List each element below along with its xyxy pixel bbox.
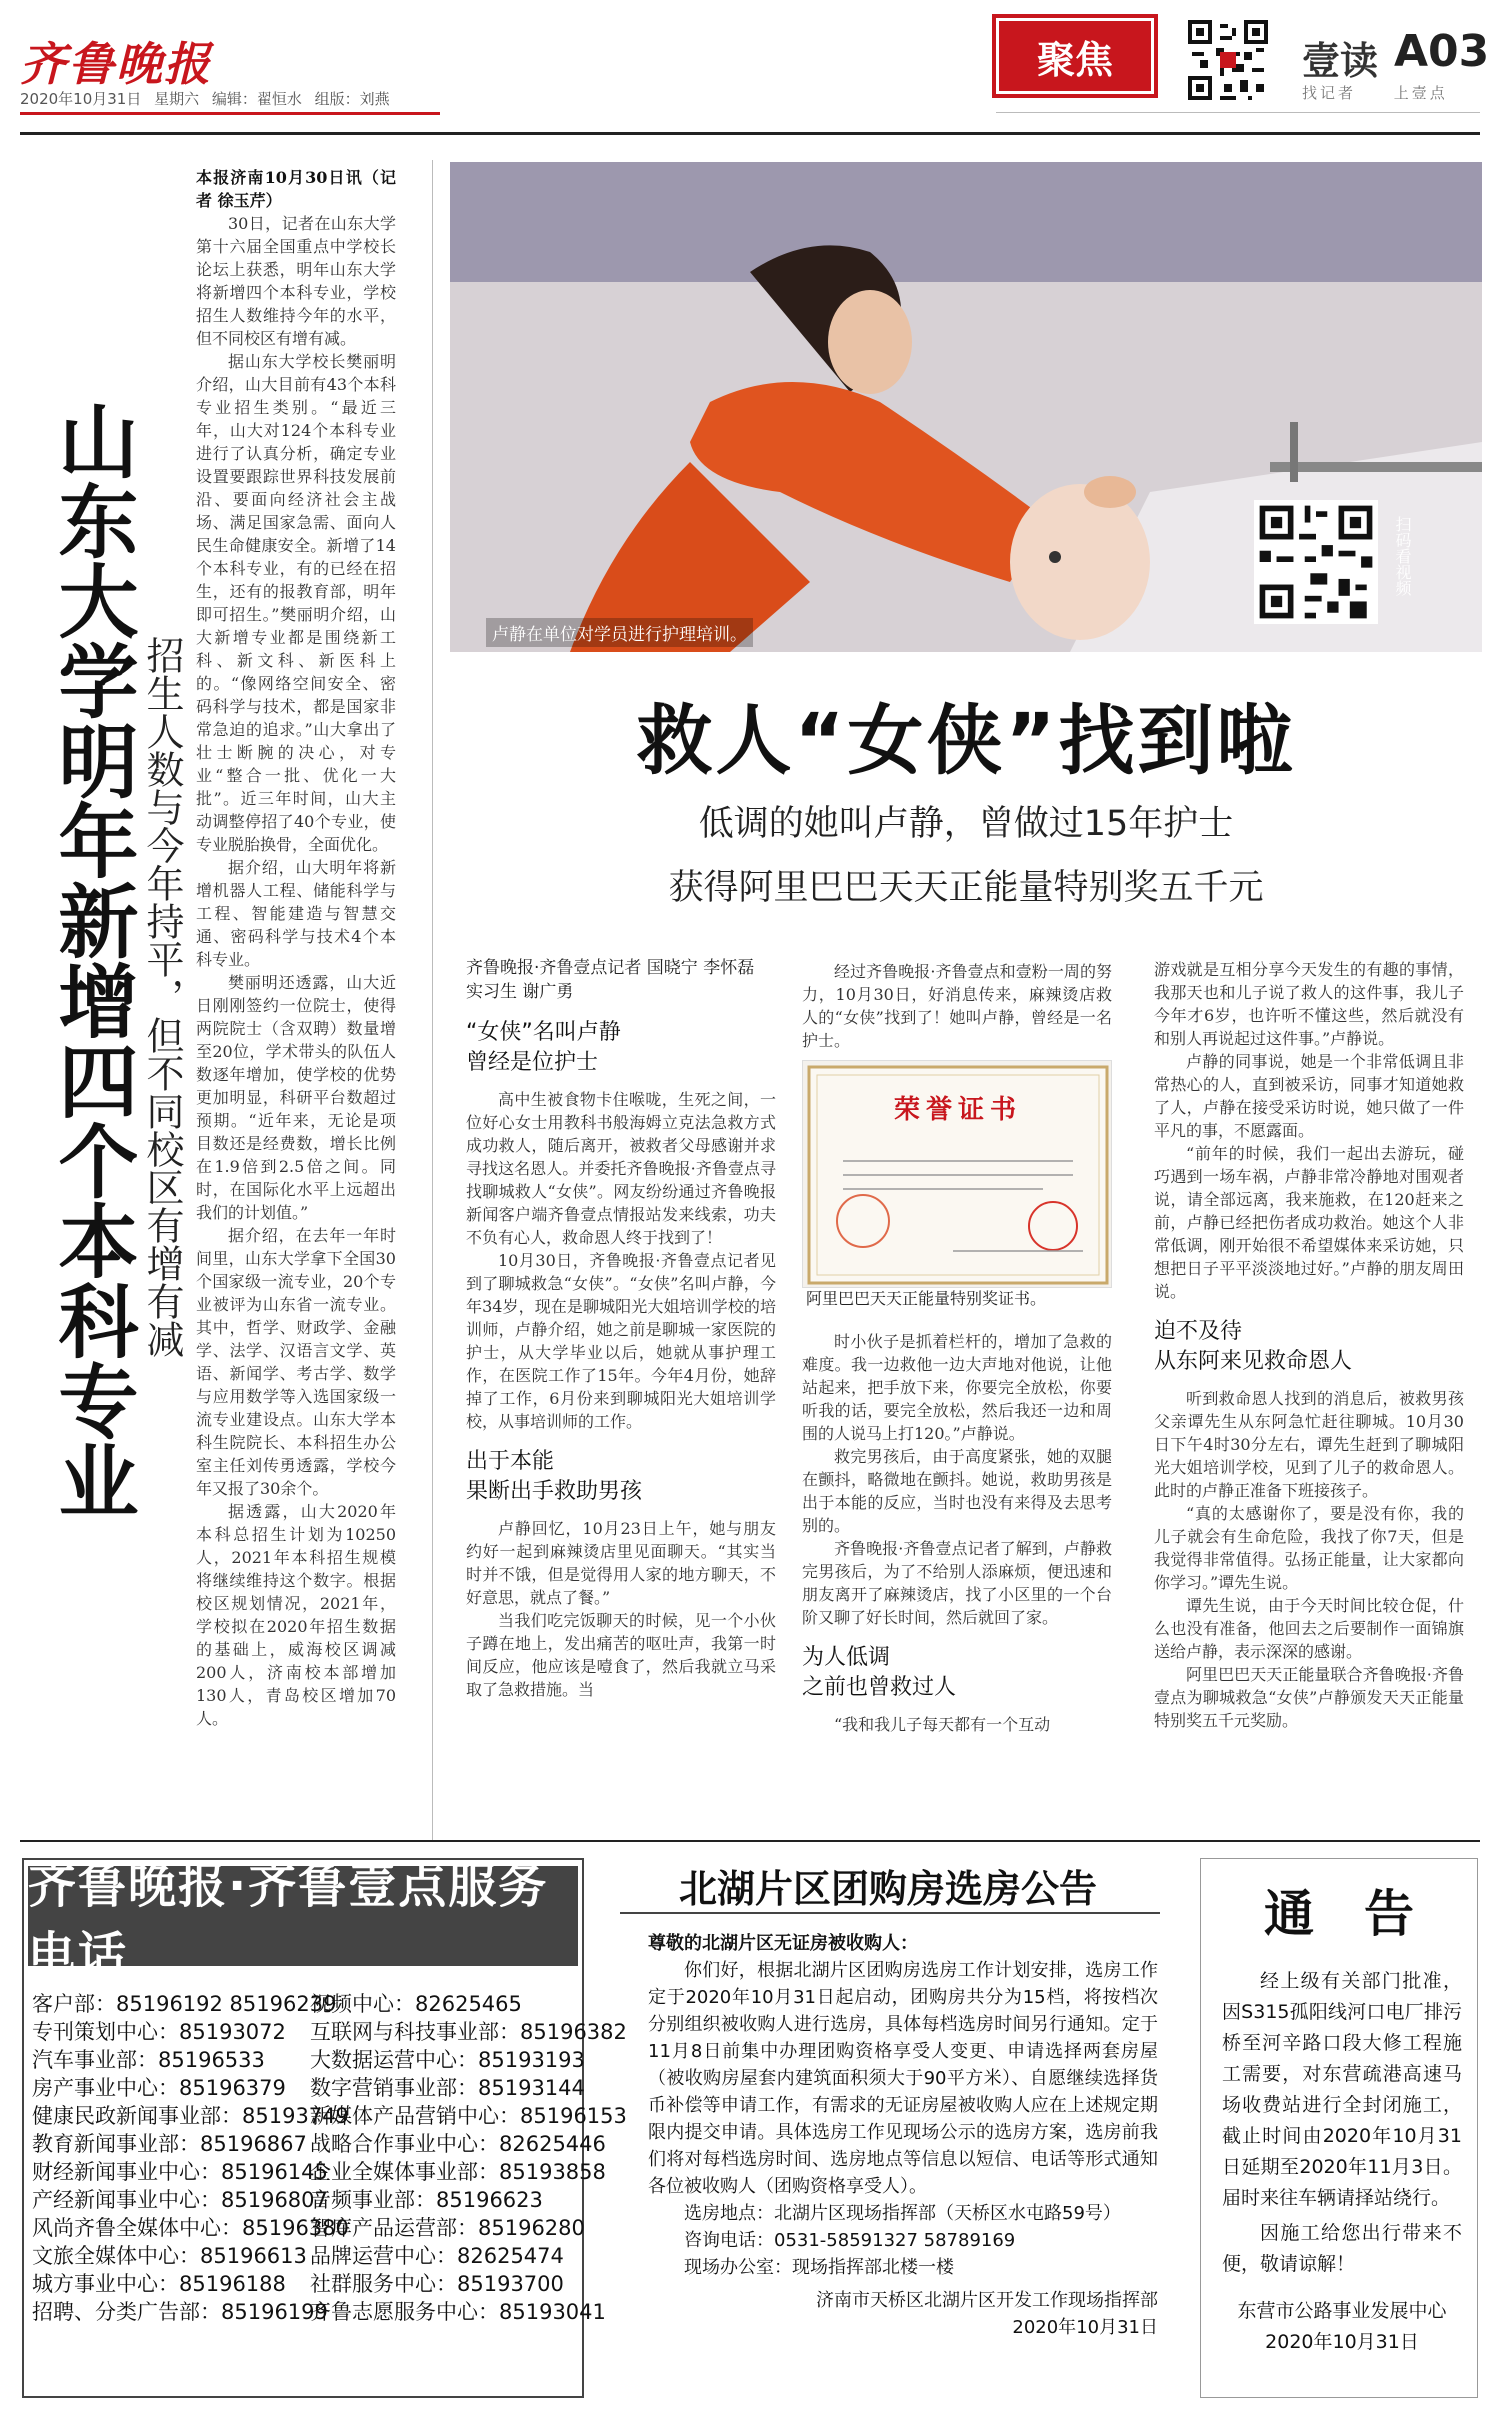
house-notice-title: 北湖片区团购房选房公告 <box>678 1867 1097 1911</box>
left-paragraph: 据介绍，山大明年将新增机器人工程、储能科学与工程、智能建造与智慧交通、密码科学与技术4个本科专业。 <box>196 858 396 969</box>
left-story-body <box>196 166 396 1730</box>
phone-entry: 招聘、分类广告部：85196199 <box>32 2300 328 2324</box>
ads-divider <box>20 1840 1480 1842</box>
phone-entry: 战略合作事业中心：82625446 <box>310 2132 606 2156</box>
story-column-1 <box>466 956 776 1701</box>
house-notice-contact: 咨询电话：0531-58591327 58789169 <box>684 2230 1016 2251</box>
section-slogan: 找记者 上壹点 <box>1302 84 1448 102</box>
story-paragraph: 阿里巴巴天天正能量联合齐鲁晚报·齐鲁壹点为聊城救急“女侠”卢静颁发天天正能量特别奖五千元奖励。 <box>1154 1665 1464 1730</box>
story-paragraph: 救完男孩后，由于高度紧张，她的双腿在颤抖，略微地在颤抖。她说，救助男孩是出于本能的反应，当时也没有来得及去思考别的。 <box>802 1447 1112 1535</box>
story-paragraph: 卢静回忆，10月23日上午，她与朋友约好一起到麻辣烫店里见面聊天。“其实当时并不饿，但是觉得用人家的地方聊天，不好意思，就点了餐。” <box>466 1519 776 1607</box>
story-column-2-top <box>802 960 1112 1052</box>
hotline-ad-title: 齐鲁晚报·齐鲁壹点服务电话 <box>28 1866 578 1966</box>
left-story-subheadline: 招生人数与今年持平，但不同校区有增有减 <box>140 636 184 1358</box>
story-subhead: 迫不及待 从东阿来见救命恩人 <box>1154 1319 1353 1374</box>
story-paragraph: 谭先生说，由于今天时间比较仓促，什么也没有准备，他回去之后要制作一面锦旗送给卢静，表示深深的感谢。 <box>1154 1596 1464 1661</box>
phone-entry: 房产事业中心：85196379 <box>32 2076 286 2100</box>
house-notice-body <box>648 1930 1158 2341</box>
house-notice-contact: 现场办公室：现场指挥部北楼一楼 <box>684 2257 954 2278</box>
story-paragraph: 高中生被食物卡住喉咙，生死之间，一位好心女士用教科书般海姆立克法急救方式成功救人，随后离开，被救者父母感谢并求寻找这名恩人。并委托齐鲁晚报·齐鲁壹点寻找聊城救人“女侠”。网友纷纷通过齐鲁晚报新闻客户端齐鲁壹点情报站发来线索，功夫不负有心人，救命恩人终于找到了！ <box>466 1090 776 1247</box>
road-notice-signature: 东营市公路事业发展中心 <box>1237 2300 1447 2322</box>
phone-entry: 汽车事业部：85196533 <box>32 2048 265 2072</box>
phone-entry: 城方事业中心：85196188 <box>32 2272 286 2296</box>
story-subhead: “女侠”名叫卢静 曾经是位护士 <box>466 1020 621 1075</box>
story-paragraph: 齐鲁晚报·齐鲁壹点记者了解到，卢静救完男孩后，为了不给别人添麻烦，便迅速和朋友离开了麻辣烫店，找了小区里的一个台阶又聊了好长时间，然后就回了家。 <box>802 1539 1112 1627</box>
phone-entry: 数字营销事业部：85193144 <box>310 2076 585 2100</box>
hotline-list-right <box>310 1990 627 2326</box>
phone-entry: 齐鲁志愿服务中心：85193041 <box>310 2300 606 2324</box>
phone-entry: 教育新闻事业部：85196867 <box>32 2132 307 2156</box>
phone-entry: 音频事业部：85196623 <box>310 2188 543 2212</box>
left-paragraph: 据透露，山大2020年本科总招生计划为10250人，2021年本科招生规模将继续维持这个数字。根据校区规划情况，2021年，学校拟在2020年招生数据的基础上，威海校区调减200人，济南校本部增加130人，青岛校区增加70人。 <box>196 1502 396 1728</box>
story-paragraph: “我和我儿子每天都有一个互动 <box>834 1715 1051 1734</box>
house-notice-text: 你们好，根据北湖片区团购房选房工作计划安排，选房工作定于2020年10月31日起启动，团购房共分为15档，将按档次分别组织被收购人进行选房，具体每档选房时间另行通知。定于11月8日前集中办理团购资格享受人变更、申请选择两套房屋（被收购房屋套内建筑面积须大于90平方米）、自愿继续选择货币补偿等申请工作，有需求的无证房屋被收购人应在上述规定期限内提交申请。具体选房工作见现场公示的选房方案，选房前我们将对每档选房时间、选房地点等信息以短信、电话等形式通知各位被收购人（团购资格享受人）。 <box>648 1960 1158 2197</box>
story-subhead: 为人低调 之前也曾救过人 <box>802 1645 957 1700</box>
header-divider <box>20 132 1480 135</box>
qr-caption: 扫码看视频 <box>1393 516 1412 596</box>
masthead-logo: 齐鲁晚报 <box>20 37 212 91</box>
phone-entry: 财经新闻事业中心：85196145 <box>32 2160 328 2184</box>
phone-entry: 互联网与科技事业部：85196382 <box>310 2020 627 2044</box>
phone-entry: 产经新闻事业中心：85196807 <box>32 2188 328 2212</box>
main-story-title: 救人“女侠”找到啦 <box>636 696 1296 785</box>
road-notice-closing: 因施工给您出行带来不便，敬请谅解！ <box>1222 2222 1462 2275</box>
column-divider <box>432 160 433 1840</box>
left-story-lead: 本报济南10月30日讯（记者 徐玉芹） <box>196 168 396 210</box>
house-notice-salutation: 尊敬的北湖片区无证房被收购人： <box>648 1933 918 1954</box>
phone-entry: 社群服务中心：85193700 <box>310 2272 564 2296</box>
header-rule-left <box>20 112 440 115</box>
story-paragraph: 听到救命恩人找到的消息后，被救男孩父亲谭先生从东阿急忙赶往聊城。10月30日下午4时30分左右，谭先生赶到了聊城阳光大姐培训学校，见到了儿子的救命恩人。此时的卢静正准备下班接孩子。 <box>1154 1389 1464 1500</box>
story-paragraph: “前年的时候，我们一起出去游玩，碰巧遇到一场车祸，卢静非常冷静地对围观者说，请全部远离，我来施救，在120赶来之前，卢静已经把伤者成功救治。她这个人非常低调，刚开始很不希望媒体来采访她，只想把日子平平淡淡地过好。”卢静的朋友周田说。 <box>1154 1144 1464 1301</box>
phone-entry: 风尚齐鲁全媒体中心：85196380 <box>32 2216 349 2240</box>
road-notice-date: 2020年10月31日 <box>1265 2331 1419 2353</box>
qr-code-icon[interactable] <box>1184 16 1272 104</box>
story-paragraph: 当我们吃完饭聊天的时候，见一个小伙子蹲在地上，发出痛苦的呕吐声，我第一时间反应，他应该是噎食了，然后我就立马采取了急救措施。当 <box>466 1611 776 1699</box>
story-byline: 齐鲁晚报·齐鲁壹点记者 国晓宁 李怀磊 实习生 谢广勇 <box>466 958 755 1002</box>
story-paragraph: 游戏就是互相分享今天发生的有趣的事情，我那天也和儿子说了救人的这件事，我儿子今年才6岁，也许听不懂这些，然后就没有和别人再说起过这件事。”卢静说。 <box>1154 960 1464 1048</box>
story-paragraph: 10月30日，齐鲁晚报·齐鲁壹点记者见到了聊城救急“女侠”。“女侠”名叫卢静，今年34岁，现在是聊城阳光大姐培训学校的培训师，卢静介绍，她之前是聊城一家医院的护士，从大学毕业以后，她就从事护理工作，在医院工作了15年。今年4月份，她辞掉了工作，6月份来到聊城阳光大姐培训学校，从事培训师的工作。 <box>466 1251 776 1431</box>
phone-entry: 客户部：85196192 85196239 <box>32 1992 337 2016</box>
hotline-list-left <box>32 1990 349 2326</box>
phone-entry: 企业全媒体事业部：85193858 <box>310 2160 606 2184</box>
left-paragraph: 30日，记者在山东大学第十六届全国重点中学校长论坛上获悉，明年山东大学将新增四个本科专业，学校招生人数维持今年的水平，但不同校区有增有减。 <box>196 214 396 348</box>
section-tag: 聚焦 <box>996 18 1154 94</box>
house-notice-contact: 选房地点：北湖片区现场指挥部（天桥区水屯路59号） <box>684 2203 1121 2224</box>
video-qr-code-icon[interactable] <box>1254 500 1378 624</box>
road-notice-text: 经上级有关部门批准，因S315孤阳线河口电厂排污桥至河辛路口段大修工程施工需要，对东营疏港高速马场收费站进行全封闭施工，截止时间由2020年10月31日延期至2020年11月3日。届时来往车辆请择站绕行。 <box>1222 1970 1462 2209</box>
page-number: A03 <box>1394 26 1490 77</box>
header-rule-right <box>996 112 1480 113</box>
left-story-headline: 山东大学明年新增四个本科专业 <box>45 400 138 1520</box>
main-story-subtitle-2: 获得阿里巴巴天天正能量特别奖五千元 <box>668 868 1264 908</box>
left-paragraph: 据介绍，在去年一年时间里，山东大学拿下全国30个国家级一流专业，20个专业被评为山东省一流专业。其中，哲学、财政学、金融学、法学、汉语言文学、英语、新闻学、考古学、数学与应用数学等入选国家级一流专业建设点。山东大学本科生院院长、本科招生办公室主任刘传勇透露，学校今年又报了30余个。 <box>196 1226 396 1498</box>
main-story-subtitle-1: 低调的她叫卢静，曾做过15年护士 <box>698 804 1234 844</box>
house-notice-rule <box>620 1912 1160 1914</box>
story-paragraph: 卢静的同事说，她是一个非常低调且非常热心的人，直到被采访，同事才知道她救了人，卢静在接受采访时说，她只做了一件平凡的事，不愿露面。 <box>1154 1052 1464 1140</box>
certificate-image <box>802 1060 1112 1288</box>
story-paragraph: 时小伙子是抓着栏杆的，增加了急救的难度。我一边救他一边大声地对他说，让他站起来，把手放下来，你要完全放松，你要听我的话，要完全放松，然后我还一边和周围的人说马上打120。”卢静说。 <box>802 1332 1112 1443</box>
story-column-3 <box>1154 958 1464 1732</box>
phone-entry: 健康民政新闻事业部：85193749 <box>32 2104 349 2128</box>
phone-entry: 大数据运营中心：85193193 <box>310 2048 585 2072</box>
phone-entry: 新媒体产品营销中心：85196153 <box>310 2104 627 2128</box>
certificate-caption: 阿里巴巴天天正能量特别奖证书。 <box>806 1289 1047 1308</box>
phone-entry: 品牌运营中心：82625474 <box>310 2244 564 2268</box>
story-paragraph: 经过齐鲁晚报·齐鲁壹点和壹粉一周的努力，10月30日，好消息传来，麻辣烫店救人的“女侠”找到了！她叫卢静，曾经是一名护士。 <box>802 962 1112 1050</box>
dateline: 2020年10月31日 星期六 编辑：翟恒水 组版：刘燕 <box>20 90 390 108</box>
certificate-title: 荣誉证书 <box>893 1095 1022 1125</box>
house-notice-signature: 济南市天桥区北湖片区开发工作现场指挥部 <box>816 2290 1158 2311</box>
road-notice-body <box>1222 1966 1462 2358</box>
left-paragraph: 据山东大学校长樊丽明介绍，山大目前有43个本科专业招生类别。“最近三年，山大对124个本科专业进行了认真分析，确定专业设置要跟踪世界科技发展前沿、要面向经济社会主战场、满足国家急需、面向人民生命健康安全。新增了14个本科专业，有的已经在招生，还有的报教育部，明年即可招生。”樊丽明介绍，山大新增专业都是围绕新工科、新文科、新医科上的。“像网络空间安全、密码科学与技术，都是国家非常急迫的追求。”山大拿出了壮士断腕的决心，对专业“整合一批、优化一大批”。近三年时间，山大主动调整停招了40个专业，使专业脱胎换骨，全面优化。 <box>196 352 396 854</box>
road-notice-title: 通告 <box>1264 1885 1464 1943</box>
story-column-2 <box>802 1330 1112 1736</box>
house-notice-date: 2020年10月31日 <box>1012 2317 1158 2338</box>
story-paragraph: “真的太感谢你了，要是没有你，我的儿子就会有生命危险，我找了你7天，但是我觉得非常值得。弘扬正能量，让大家都向你学习。”谭先生说。 <box>1154 1504 1464 1592</box>
photo-caption: 卢静在单位对学员进行护理培训。 <box>486 618 753 647</box>
left-paragraph: 樊丽明还透露，山大近日刚刚签约一位院士，使得两院院士（含双聘）数量增至20位，学术带头的队伍人数逐年增加，使学校的优势更加明显，科研平台数超过预期。“近年来，无论是项目数还是经费数，增长比例在1.9倍到2.5倍之间。同时，在国际化水平上远超出我们的计划值。” <box>196 973 396 1222</box>
section-name: 壹读 <box>1302 38 1379 83</box>
story-subhead: 出于本能 果断出手救助男孩 <box>466 1449 643 1504</box>
phone-entry: 智库产品运营部：85196280 <box>310 2216 585 2240</box>
phone-entry: 文旅全媒体中心：85196613 <box>32 2244 307 2268</box>
phone-entry: 专刊策划中心：85193072 <box>32 2020 286 2044</box>
phone-entry: 视频中心：82625465 <box>310 1992 522 2016</box>
